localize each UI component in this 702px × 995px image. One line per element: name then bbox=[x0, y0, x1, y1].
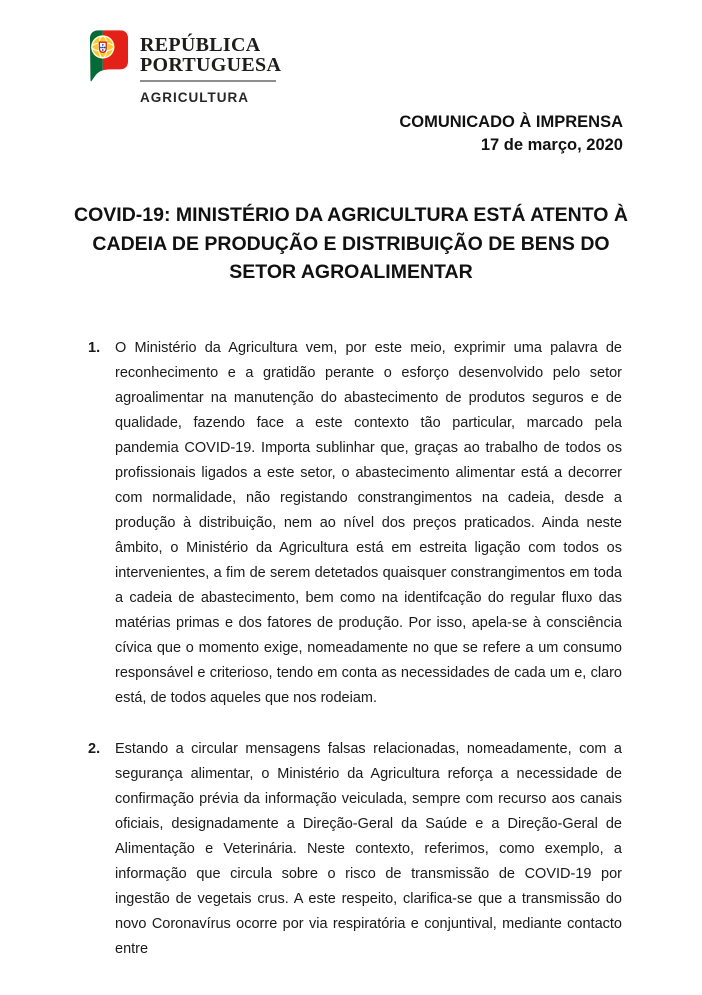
republica-portuguesa-logo bbox=[88, 29, 281, 105]
paragraph-item-2 bbox=[88, 737, 622, 962]
logo-text-block bbox=[140, 29, 281, 105]
title-line-3: SETOR AGROALIMENTAR bbox=[229, 261, 473, 283]
logo-divider bbox=[140, 80, 276, 82]
portugal-flag-emblem-icon bbox=[88, 29, 130, 83]
brand-name-line2: PORTUGUESA bbox=[140, 53, 282, 76]
paragraph-number: 2. bbox=[88, 741, 101, 757]
paragraph-text: O Ministério da Agricultura vem, por este meio, exprimir uma palavra de reconhecimento e a gratidão perante o esforço desenvolvido pelo setor agroalimentar na manutenção do abastecimento de produtos seguros e de qualidade, fazendo face a este contexto tão particular, marcado pela pandemia COVID-19. Importa sublinhar que, graças ao trabalho de todos os profissionais ligados a este setor, o abastecimento alimentar está a decorrer com normalidade, não registando constrangimentos na cadeia, desde a produção à distribuição, nem ao nível dos preços praticados. Ainda neste âmbito, o Ministério da Agricultura está em estreita ligação com todos os intervenientes, a fim de serem detetados quaisquer constrangimentos em toda a cadeia de abastecimento, bem como na identifcação do regular fluxo das matérias primas e dos fatores de produção. Por isso, apela-se à consciência cívica que o momento exige, nomeadamente no que se refere a um consumo responsável e criterioso, tendo em conta as necessidades de cada um e, claro está, de todos aqueles que nos rodeiam. bbox=[115, 340, 622, 706]
brand-name-line1: REPÚBLICA bbox=[140, 34, 261, 56]
paragraph-text: Estando a circular mensagens falsas relacionadas, nomeadamente, com a segurança alimentar, o Ministério da Agricultura reforça a necessidade de confirmação prévia da informação veiculada, sempre com recurso aos canais oficiais, designadamente a Direção-Geral da Saúde e a Direção-Geral de Alimentação e Veterinária. Neste contexto, referimos, como exemplo, a informação que circula sobre o risco de transmissão de COVID-19 por ingestão de vegetais crus. A este respeito, clarifica-se que a transmissão do novo Coronavírus ocorre por via respiratória e conjuntival, mediante contacto entre bbox=[115, 741, 622, 957]
ministry-label: AGRICULTURA bbox=[140, 90, 249, 105]
document-title bbox=[30, 201, 672, 287]
paragraph-number: 1. bbox=[88, 340, 101, 356]
title-line-1: COVID-19: MINISTÉRIO DA AGRICULTURA ESTÁ ATENTO À bbox=[74, 204, 628, 226]
press-release-kicker: COMUNICADO À IMPRENSA bbox=[399, 113, 623, 131]
title-line-2: CADEIA DE PRODUÇÃO E DISTRIBUIÇÃO DE BENS DO bbox=[92, 232, 610, 255]
paragraph-item-1 bbox=[88, 336, 622, 711]
press-release-date: 17 de março, 2020 bbox=[480, 136, 623, 154]
paragraph-list bbox=[88, 336, 622, 962]
press-header bbox=[399, 111, 623, 157]
